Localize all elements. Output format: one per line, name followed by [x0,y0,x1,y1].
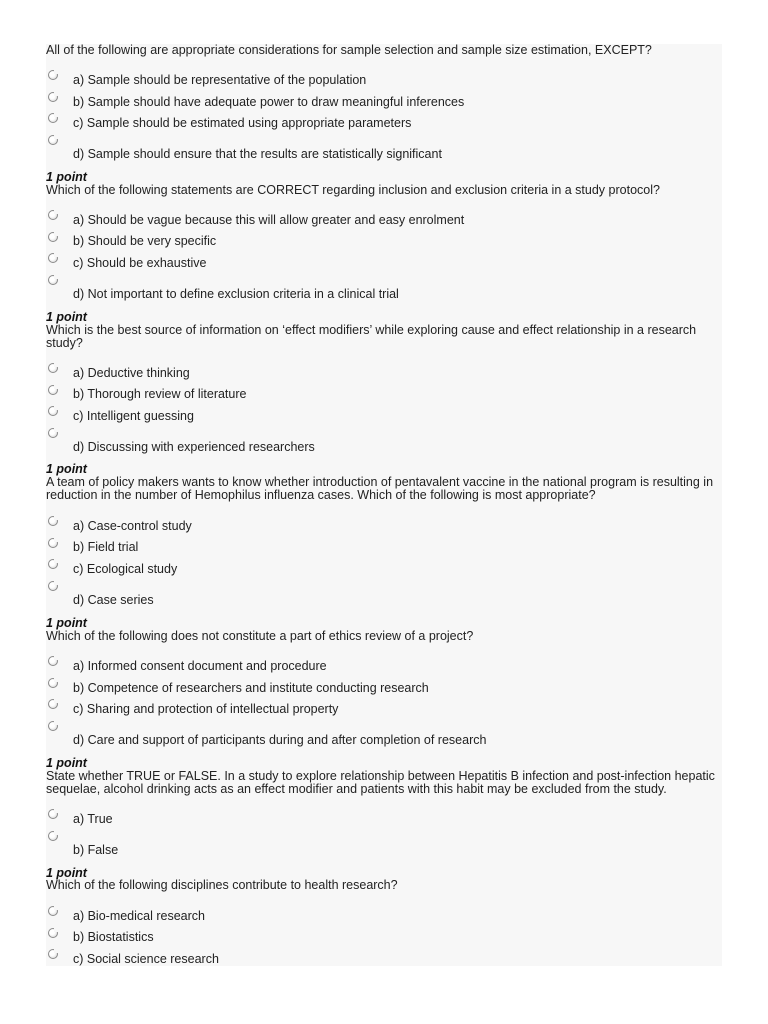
question-text: All of the following are appropriate considerations for sample selection and sample size estimation, EXCEPT? [46,43,652,57]
option-label[interactable]: b) False [73,843,119,857]
option-label[interactable]: d) Discussing with experienced researchers [73,440,315,454]
quiz-panel [46,44,722,966]
radio-button[interactable] [48,721,58,731]
radio-button[interactable] [48,906,58,916]
option-label[interactable]: a) Should be vague because this will allow greater and easy enrolment [73,213,465,227]
option-label[interactable]: c) Social science research [73,952,219,966]
points-label: 1 point [46,462,87,476]
option-label[interactable]: a) Deductive thinking [73,366,190,380]
option-label[interactable]: a) Bio-medical research [73,909,205,923]
option-label[interactable]: b) Competence of researchers and institute conducting research [73,681,429,695]
radio-button[interactable] [48,113,58,123]
radio-button[interactable] [48,253,58,263]
option-label[interactable]: a) True [73,812,113,826]
option-label[interactable]: b) Thorough review of literature [73,387,247,401]
option-label[interactable]: c) Sharing and protection of intellectual property [73,702,339,716]
radio-button[interactable] [48,831,58,841]
points-label: 1 point [46,616,87,630]
option-label[interactable]: d) Care and support of participants during and after completion of research [73,733,487,747]
radio-button[interactable] [48,135,58,145]
radio-button[interactable] [48,92,58,102]
radio-button[interactable] [48,809,58,819]
option-label[interactable]: a) Informed consent document and procedure [73,659,327,673]
option-label[interactable]: a) Case-control study [73,519,192,533]
radio-button[interactable] [48,428,58,438]
option-label[interactable]: c) Should be exhaustive [73,256,207,270]
radio-button[interactable] [48,385,58,395]
question-text: A team of policy makers wants to know whether introduction of pentavalent vaccine in the national program is resulting in reduction in the number of Hemophilus influenza cases. Which of the following is most appropriate? [46,475,714,502]
radio-button[interactable] [48,928,58,938]
question-text: Which of the following statements are CORRECT regarding inclusion and exclusion criteria in a study protocol? [46,183,660,197]
radio-button[interactable] [48,699,58,709]
radio-button[interactable] [48,70,58,80]
radio-button[interactable] [48,678,58,688]
option-label[interactable]: d) Case series [73,593,154,607]
question-text: Which of the following disciplines contribute to health research? [46,878,398,892]
question-text: State whether TRUE or FALSE. In a study to explore relationship between Hepatitis B infection and post-infection hepatic sequelae, alcohol drinking acts as an effect modifier and patients with this habit may be excluded from the study. [46,769,715,796]
radio-button[interactable] [48,210,58,220]
radio-button[interactable] [48,275,58,285]
radio-button[interactable] [48,538,58,548]
points-label: 1 point [46,310,87,324]
option-label[interactable]: b) Field trial [73,540,139,554]
question-text: Which of the following does not constitute a part of ethics review of a project? [46,629,474,643]
radio-button[interactable] [48,656,58,666]
option-label[interactable]: c) Intelligent guessing [73,409,194,423]
option-label[interactable]: c) Sample should be estimated using appropriate parameters [73,116,412,130]
radio-button[interactable] [48,516,58,526]
option-label[interactable]: b) Should be very specific [73,234,217,248]
points-label: 1 point [46,756,87,770]
points-label: 1 point [46,866,87,880]
radio-button[interactable] [48,559,58,569]
option-label[interactable]: d) Sample should ensure that the results are statistically significant [73,147,442,161]
option-label[interactable]: a) Sample should be representative of the population [73,73,367,87]
option-label[interactable]: b) Sample should have adequate power to draw meaningful inferences [73,95,465,109]
question-text: Which is the best source of information on ‘effect modifiers’ while exploring cause and effect relationship in a research study? [46,323,697,350]
option-label[interactable]: b) Biostatistics [73,930,154,944]
radio-button[interactable] [48,949,58,959]
radio-button[interactable] [48,581,58,591]
radio-button[interactable] [48,406,58,416]
radio-button[interactable] [48,363,58,373]
points-label: 1 point [46,170,87,184]
radio-button[interactable] [48,232,58,242]
option-label[interactable]: d) Not important to define exclusion criteria in a clinical trial [73,287,399,301]
option-label[interactable]: c) Ecological study [73,562,178,576]
